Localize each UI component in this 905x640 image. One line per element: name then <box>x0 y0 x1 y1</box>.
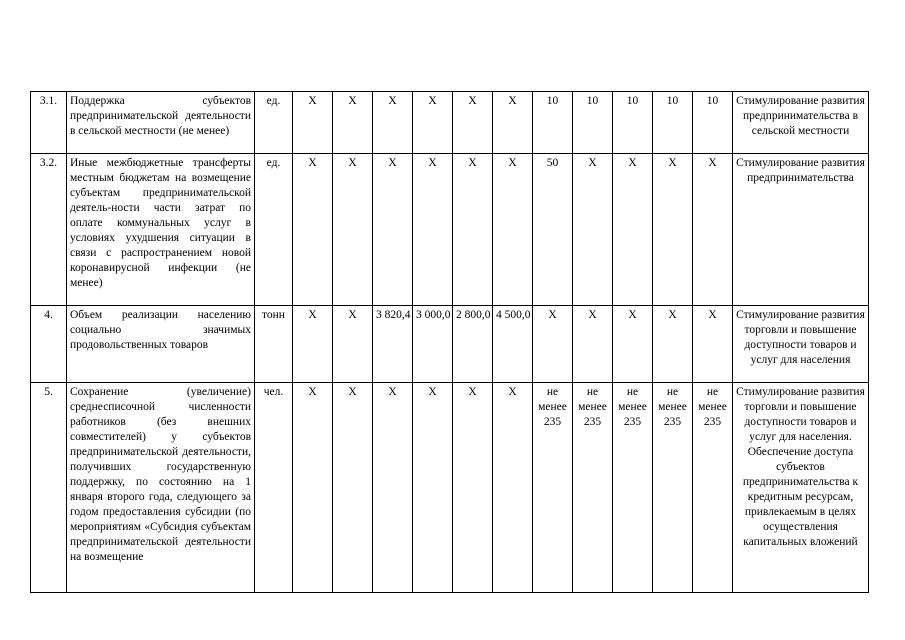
indicator-name: Сохранение (увеличение) среднесписочной численности работников (без внешних совместителей) у субъектов предпринимательской деятельности, получивших государственную поддержку, по состоянию на 1 января второго года, следующего за годом предоставления субсидии (по мероприятиям «Субсидия субъектам предпринимательской деятельности на возмещение <box>67 383 255 593</box>
indicators-table <box>30 91 869 593</box>
value-cell: X <box>493 92 533 154</box>
value-cell: X <box>373 383 413 593</box>
row-number: 4. <box>31 306 67 383</box>
unit-cell: чел. <box>255 383 293 593</box>
value-cell: X <box>693 154 733 306</box>
value-cell: X <box>293 154 333 306</box>
value-cell: X <box>653 154 693 306</box>
value-cell: X <box>453 154 493 306</box>
value-cell: 10 <box>533 92 573 154</box>
value-cell: X <box>533 306 573 383</box>
value-cell: X <box>493 154 533 306</box>
value-cell: 10 <box>613 92 653 154</box>
value-cell: не менее 235 <box>653 383 693 593</box>
unit-cell: тонн <box>255 306 293 383</box>
value-cell: X <box>293 383 333 593</box>
goal-cell: Стимулирование развития торговли и повышение доступности товаров и услуг для населения. Обеспечение доступа субъектов предпринимательства к кредитным ресурсам, привлекаемым в целях осуществления капитальных вложений <box>733 383 869 593</box>
value-cell: X <box>373 154 413 306</box>
value-cell: не менее 235 <box>613 383 653 593</box>
row-number: 3.2. <box>31 154 67 306</box>
value-cell: не менее 235 <box>573 383 613 593</box>
value-cell: не менее 235 <box>533 383 573 593</box>
table-row <box>31 383 869 593</box>
value-cell: X <box>413 383 453 593</box>
value-cell: X <box>333 154 373 306</box>
value-cell: 3 820,4 <box>373 306 413 383</box>
value-cell: X <box>613 154 653 306</box>
value-cell: 3 000,0 <box>413 306 453 383</box>
table-row <box>31 154 869 306</box>
value-cell: X <box>613 306 653 383</box>
indicator-name: Объем реализации населению социально значимых продовольственных товаров <box>67 306 255 383</box>
value-cell: 10 <box>693 92 733 154</box>
row-number: 3.1. <box>31 92 67 154</box>
value-cell: X <box>373 92 413 154</box>
value-cell: X <box>293 92 333 154</box>
value-cell: X <box>453 92 493 154</box>
unit-cell: ед. <box>255 92 293 154</box>
goal-cell: Стимулирование развития предпринимательства <box>733 154 869 306</box>
value-cell: 2 800,0 <box>453 306 493 383</box>
value-cell: 50 <box>533 154 573 306</box>
value-cell: X <box>333 306 373 383</box>
value-cell: X <box>333 92 373 154</box>
goal-cell: Стимулирование развития предпринимательства в сельской местности <box>733 92 869 154</box>
value-cell: 10 <box>653 92 693 154</box>
unit-cell: ед. <box>255 154 293 306</box>
value-cell: X <box>573 306 613 383</box>
goal-cell: Стимулирование развития торговли и повышение доступности товаров и услуг для населения <box>733 306 869 383</box>
value-cell: 4 500,0 <box>493 306 533 383</box>
value-cell: X <box>293 306 333 383</box>
value-cell: X <box>333 383 373 593</box>
value-cell: не менее 235 <box>693 383 733 593</box>
value-cell: X <box>493 383 533 593</box>
value-cell: 10 <box>573 92 613 154</box>
value-cell: X <box>653 306 693 383</box>
indicator-name: Поддержка субъектов предпринимательской деятельности в сельской местности (не менее) <box>67 92 255 154</box>
indicator-name: Иные межбюджетные трансферты местным бюджетам на возмещение субъектам предпринимательской деятель-ности части затрат по оплате коммунальных услуг в условиях ухудшения ситуации в связи с распространением новой коронавирусной инфекции (не менее) <box>67 154 255 306</box>
value-cell: X <box>413 92 453 154</box>
table-row <box>31 306 869 383</box>
value-cell: X <box>413 154 453 306</box>
row-number: 5. <box>31 383 67 593</box>
value-cell: X <box>573 154 613 306</box>
table-row <box>31 92 869 154</box>
value-cell: X <box>693 306 733 383</box>
value-cell: X <box>453 383 493 593</box>
